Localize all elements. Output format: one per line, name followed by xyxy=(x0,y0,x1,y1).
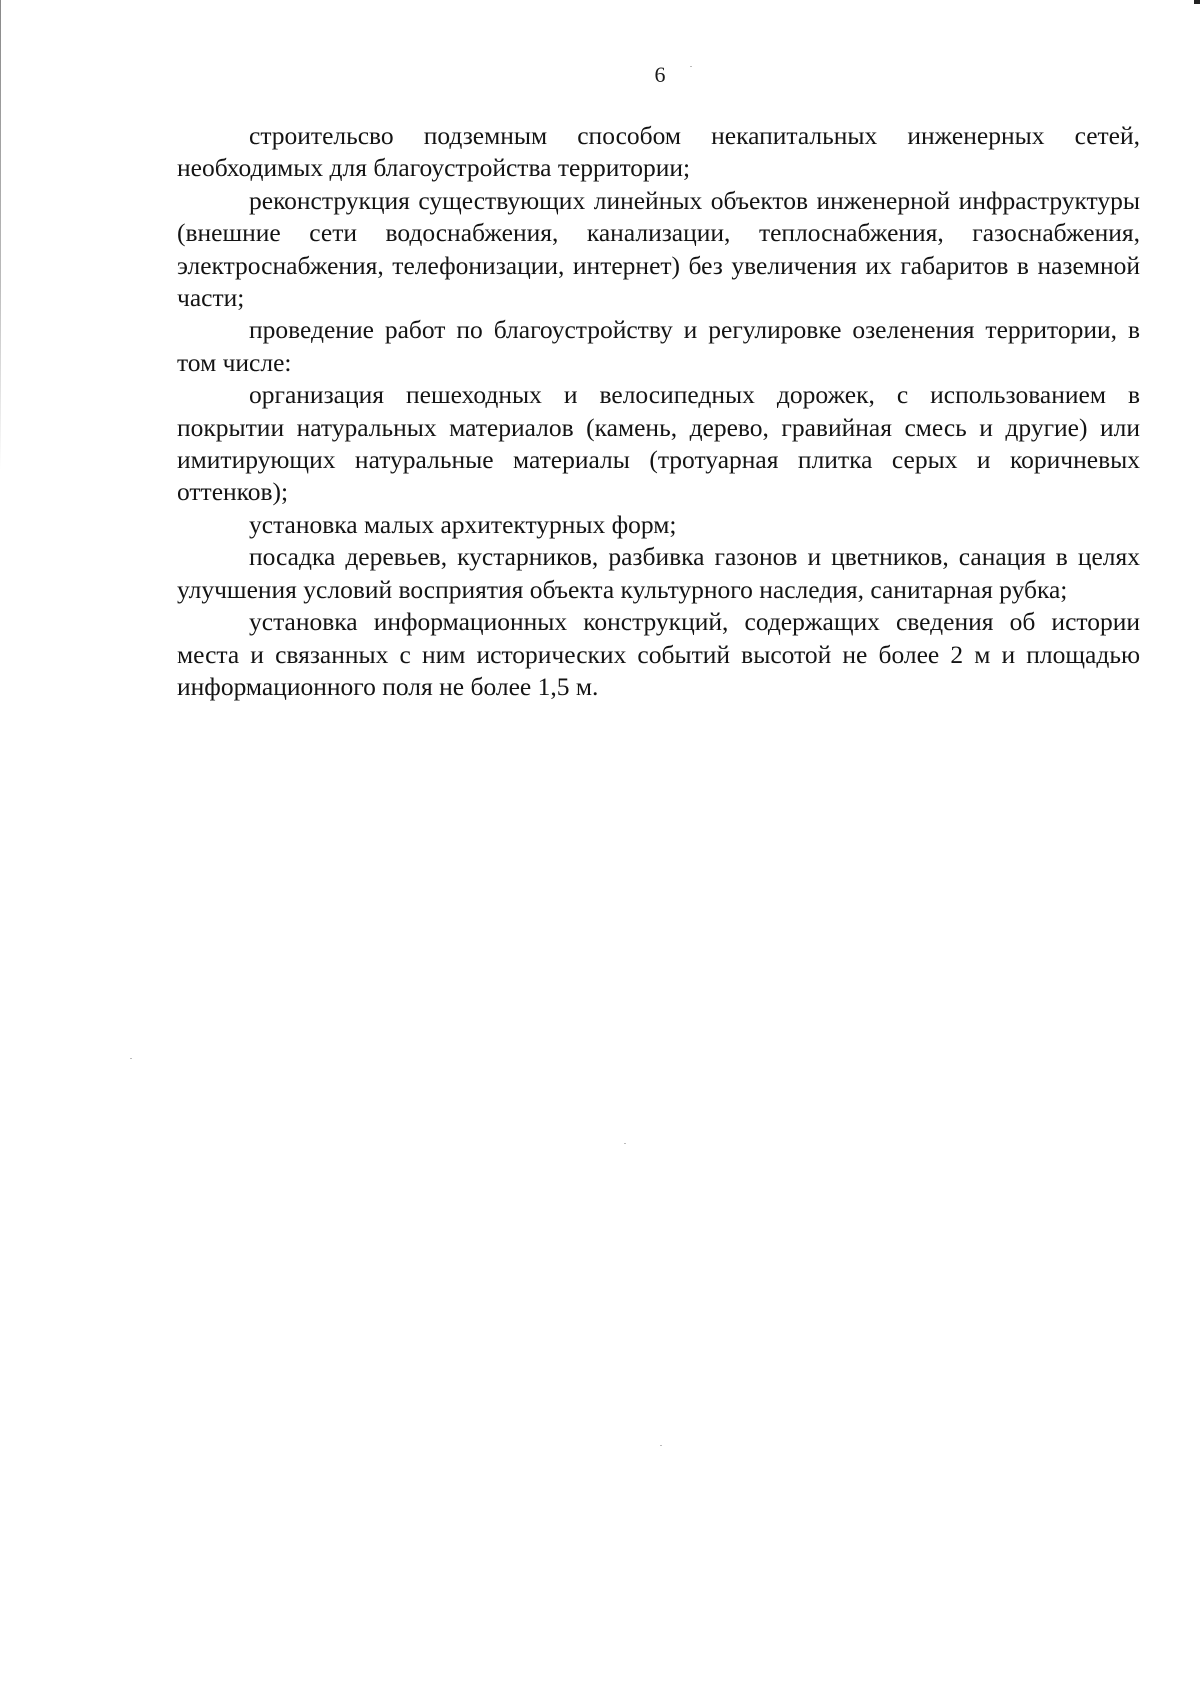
document-body xyxy=(177,120,1140,703)
scan-corner-mark xyxy=(1194,0,1200,4)
paragraph: строительсво подземным способом некапитальных инженерных сетей, необходимых для благоустройства территории; xyxy=(177,121,1140,183)
page-number: 6 xyxy=(654,62,666,87)
scan-speck xyxy=(624,1143,626,1144)
paragraph: проведение работ по благоустройству и регулировке озеленения территории, в том числе: xyxy=(177,315,1140,377)
paragraph: организация пешеходных и велосипедных дорожек, с использованием в покрытии натуральных материалов (камень, дерево, гравийная смесь и другие) или имитирующих натуральные материалы (тротуарная плитка серых и коричневых оттенков); xyxy=(177,380,1140,507)
paragraph: установка малых архитектурных форм; xyxy=(249,509,677,539)
paragraph: установка информационных конструкций, содержащих сведения об истории места и связанных с ним исторических событий высотой не более 2 м и площадью информационного поля не более 1,5 м. xyxy=(177,607,1140,701)
scan-speck xyxy=(130,1058,132,1059)
scan-speck xyxy=(660,1445,662,1446)
paragraph: реконструкция существующих линейных объектов инженерной инфраструктуры (внешние сети водоснабжения, канализации, теплоснабжения, газоснабжения, электроснабжения, телефонизации, интернет) без увеличения их габаритов в наземной части; xyxy=(177,185,1140,313)
paragraph: посадка деревьев, кустарников, разбивка газонов и цветников, санация в целях улучшения условий восприятия объекта культурного наследия, санитарная рубка; xyxy=(177,542,1140,604)
